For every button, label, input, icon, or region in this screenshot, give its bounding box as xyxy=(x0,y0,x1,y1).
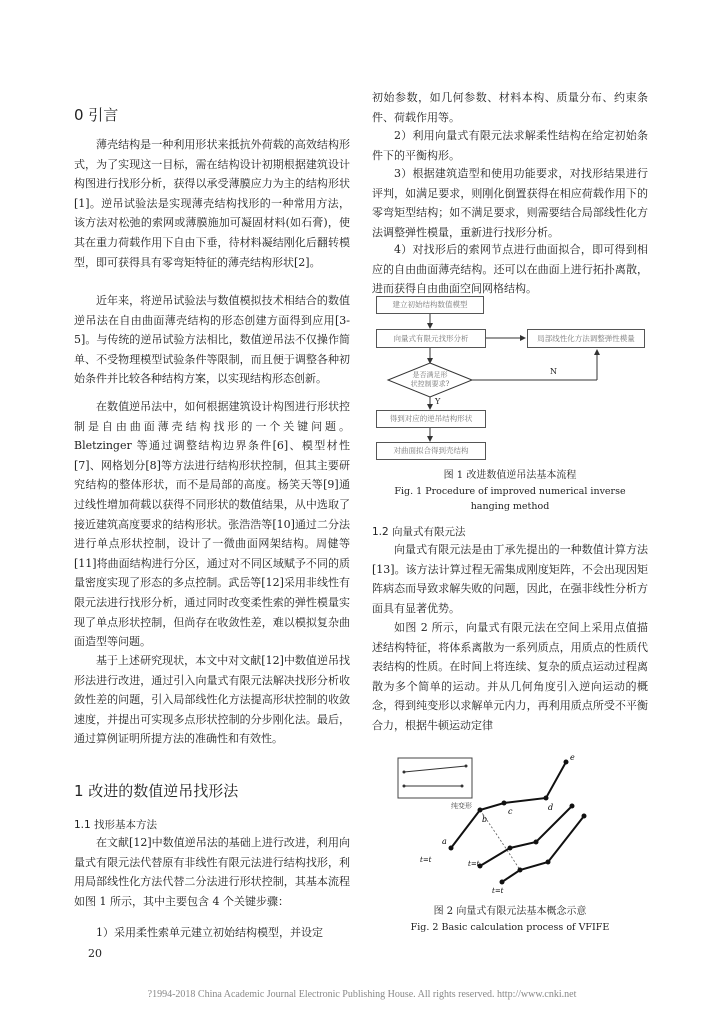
particle-node-c2 xyxy=(534,840,539,845)
section-0-title: 0 引言 xyxy=(74,106,119,124)
figure-2-caption-en: Fig. 2 Basic calculation process of VFIFE xyxy=(410,922,610,933)
particle-chain-bottom xyxy=(502,816,584,882)
node-label-c: c xyxy=(508,807,513,816)
particle-node-c1 xyxy=(502,801,507,806)
flow-box-surface-fitting: 对曲面拟合得到壳结构 xyxy=(376,442,486,460)
section-1-title: 1 改进的数值逆吊找形法 xyxy=(74,782,239,800)
particle-node-a1 xyxy=(449,846,454,851)
time-label-2: t=t xyxy=(468,860,480,868)
particle-chain-middle xyxy=(480,806,572,866)
flow-box-initial-model: 建立初始结构数值模型 xyxy=(376,296,484,314)
node-label-d: d xyxy=(548,803,554,812)
label-n: N xyxy=(550,367,557,376)
intro-paragraph-3: 在数值逆吊法中，如何根据建筑设计构图进行形状控制是自由曲面薄壳结构找形的一个关键问题。Bletzinger 等通过调整结构边界条件[6]、模型材性[7]、网格划分[8]等方法进行结构形状控制，但其主要研究结构的整体形状，而不是局部的高度。杨笑天等[9]通过线性增加荷载以获得不同形状的数值结果，从中选取了接近建筑高度要求的结构形状。张浩浩等[10]通过二分法进行单点形状控制，设计了一微曲面网架结构。周健等[11]将曲面结构进行分区，通过对不同区域赋予不同的质量密度实现了形态的多点控制。武岳等[12]采用非线性有限元法进行找形分析，通过同时改变柔性索的弹性模量实现了单点形状控制，但尚存在收敛性差，难以模拟复杂曲面造型等问题。 xyxy=(74,400,350,649)
vfife-paragraph-2: 如图 2 所示，向量式有限元法在空间上采用点值描述结构特征，将体系离散为一系列质点，用质点的性质代表结构的性质。在时间上将连续、复杂的质点运动过程离散为多个简单的运动。并从几何角度引入逆向运动的概念，得到纯变形以求解单元内力，再利用质点所受不平衡合力，根据牛顿运动定律 xyxy=(372,621,648,732)
particle-node-e2 xyxy=(570,804,575,809)
figure-1-flowchart xyxy=(372,292,648,462)
time-label-3: t=t xyxy=(492,887,504,895)
time-label-1: t=t xyxy=(420,856,432,864)
decision-line-2: 状控制要求? xyxy=(410,380,450,388)
intro-paragraph-2: 近年来，将逆吊试验法与数值模拟技术相结合的数值逆吊法在自由曲面薄壳结构的形态创建方面得到应用[3-5]。与传统的逆吊试验方法相比，数值逆吊法不仅操作简单、不受物理模型试验条件等限制，而且便于调整各种初始条件并比较各种结构方案，以实现结构形态创新。 xyxy=(74,294,350,386)
figure-2-schematic xyxy=(396,748,596,896)
method-step-1: 1）采用柔性索单元建立初始结构模型，并设定 xyxy=(96,926,323,939)
step-4: 4）对找形后的索网节点进行曲面拟合，即可得到相应的自由曲面薄壳结构。还可以在曲面上进行拓扑离散，进而获得自由曲面空间网格结构。 xyxy=(372,243,648,296)
particle-node-c3 xyxy=(546,860,551,865)
figure-1-caption-en-1: Fig. 1 Procedure of improved numerical inverse xyxy=(394,486,626,497)
subsection-1-2-title: 1.2 向量式有限元法 xyxy=(372,526,466,538)
particle-node-b1 xyxy=(478,808,483,813)
decision-line-1: 是否满足形 xyxy=(412,371,448,379)
node-label-a: a xyxy=(442,837,447,846)
step-3: 3）根据建筑造型和使用功能要求，对找形结果进行评判，如满足要求，则刚化倒置获得在相应荷载作用下的零弯矩型结构；如不满足要求，则需要结合局部线性化方法调整弹性模量，重新进行找形分析。 xyxy=(372,167,648,239)
vfife-paragraph-1: 向量式有限元法是由丁承先提出的一种数值计算方法[13]。该方法计算过程无需集成刚度矩阵，不会出现因矩阵病态而导致求解失败的问题，因此，在强非线性分析方面具有显著优势。 xyxy=(372,543,648,615)
intro-paragraph-1: 薄壳结构是一种利用形状来抵抗外荷载的高效结构形式，为了实现这一目标，需在结构设计初期根据建筑设计构图进行找形分析，获得以承受薄膜应力为主的结构形状[1]。逆吊试验法是实现薄壳结构找形的一种常用方法，该方法对松弛的索网或薄膜施加可凝固材料(如石膏)，使其在重力荷载作用下自由下垂，待材料凝结刚化后翻转模型，即可获得具有零弯矩特征的薄壳结构形状[2]。 xyxy=(74,138,350,269)
node-label-e: e xyxy=(570,753,575,762)
node-label-b: b xyxy=(482,815,488,824)
particle-node-d1 xyxy=(544,796,549,801)
intro-paragraph-4: 基于上述研究现状，本文中对文献[12]中数值逆吊找形法进行改进，通过引入向量式有限元法解决找形分析收敛性差的问题，引入局部线性化方法提高形状控制的收敛速度，并提出可实现多点形状控制的分步刚化法。最后，通过算例证明所提方法的准确性和有效性。 xyxy=(74,654,350,746)
particle-node-e1 xyxy=(564,760,569,765)
label-y: Y xyxy=(435,397,441,406)
particle-node-b3 xyxy=(518,868,523,873)
method-paragraph-1: 在文献[12]中数值逆吊法的基础上进行改进，利用向量式有限元法代替原有非线性有限元法进行结构找形，利用局部线性化方法代替二分法进行形状控制，其基本流程如图 1 所示，其中主要包含 4 个关键步骤： xyxy=(74,836,350,908)
particle-node-e3 xyxy=(582,814,587,819)
copyright-footer: ?1994-2018 China Academic Journal Electronic Publishing House. All rights reserved. http://www.cnki.net xyxy=(147,989,577,1000)
flow-box-hanging-shape: 得到对应的逆吊结构形状 xyxy=(376,410,486,428)
decision-text xyxy=(398,371,462,389)
flow-box-form-finding: 向量式有限元找形分析 xyxy=(376,329,486,348)
particle-node-a3 xyxy=(500,880,505,885)
figure-1-caption-en-2: hanging method xyxy=(470,501,550,512)
page-number: 20 xyxy=(88,947,102,960)
inset-box xyxy=(398,758,472,798)
flow-box-adjust-modulus: 局部线性化方法调整弹性模量 xyxy=(527,329,645,348)
figure-1-caption-cn: 图 1 改进数值逆吊法基本流程 xyxy=(443,470,577,481)
step-1-continued: 初始参数，如几何参数、材料本构、质量分布、约束条件、荷载作用等。 xyxy=(372,91,648,124)
particle-node-b2 xyxy=(508,846,513,851)
step-2: 2）利用向量式有限元法求解柔性结构在给定初始条件下的平衡构形。 xyxy=(372,129,648,162)
figure-2-caption-cn: 图 2 向量式有限元法基本概念示意 xyxy=(433,906,587,917)
inset-label: 纯变形 xyxy=(451,802,472,810)
subsection-1-1-title: 1.1 找形基本方法 xyxy=(74,819,158,831)
